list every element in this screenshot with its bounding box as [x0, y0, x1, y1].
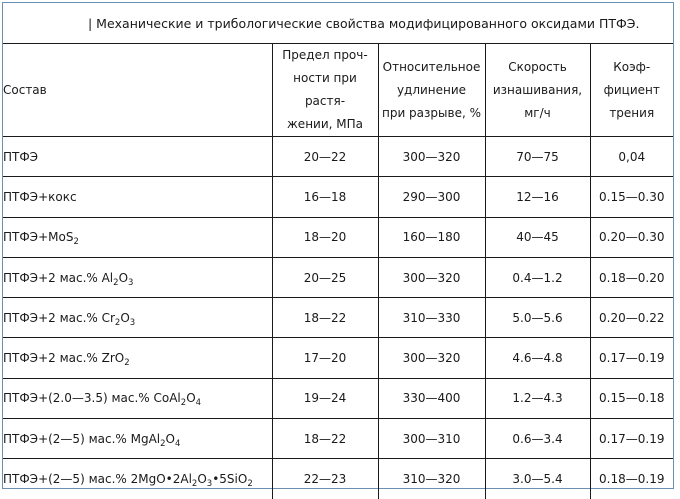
table-row [3, 137, 673, 177]
cell-friction: 0.15—0.18 [590, 378, 673, 418]
header-line: трения [609, 105, 655, 120]
header-line: жении, МПа [287, 117, 363, 131]
formula-part: ПТФЭ+2 мас.% Al [3, 270, 114, 285]
cell-composition [3, 378, 272, 418]
cell-tensile: 19—24 [272, 378, 378, 418]
header-row [3, 44, 673, 137]
cell-wear: 12—16 [485, 177, 590, 217]
cell-tensile: 18—20 [272, 217, 378, 257]
cell-elongation: 300—320 [378, 257, 485, 297]
formula-subscript: 2 [191, 479, 198, 490]
cell-elongation: 300—310 [378, 419, 485, 459]
cell-friction: 0.17—0.19 [590, 419, 673, 459]
table-row [3, 298, 673, 338]
formula-part: ПТФЭ+кокс [3, 189, 77, 204]
cell-elongation: 310—320 [378, 459, 485, 499]
cell-friction: 0.18—0.19 [590, 459, 673, 499]
formula-subscript: 4 [175, 438, 181, 449]
formula-part: O [197, 472, 207, 487]
header-line: Относительное [382, 59, 481, 74]
table-row [3, 338, 673, 378]
cell-tensile: 18—22 [272, 419, 378, 459]
cell-tensile: 20—22 [272, 137, 378, 177]
header-line: мг/ч [524, 105, 551, 120]
table-caption: | Механические и трибологические свойства модифицированного оксидами ПТФЭ. [3, 3, 673, 44]
cell-friction: 0,04 [590, 137, 673, 177]
formula-part: O [186, 391, 196, 406]
table-row [3, 459, 673, 499]
cell-elongation: 330—400 [378, 378, 485, 418]
cell-tensile: 22—23 [272, 459, 378, 499]
formula-part: ПТФЭ [3, 149, 39, 164]
header-composition: Состав [3, 44, 272, 137]
header-line: Предел проч- [282, 48, 368, 62]
formula-subscript: 3 [128, 277, 134, 288]
header-line: изнашивания, [492, 82, 583, 97]
cell-composition [3, 338, 272, 378]
table-row [3, 257, 673, 297]
cell-tensile: 16—18 [272, 177, 378, 217]
header-wear-rate [485, 44, 590, 137]
formula-part: O [120, 310, 130, 325]
formula-part: O [165, 431, 175, 446]
cell-composition [3, 257, 272, 297]
header-tensile-strength [272, 44, 378, 137]
cell-wear: 3.0—5.4 [485, 459, 590, 499]
cell-tensile: 20—25 [272, 257, 378, 297]
table-row [3, 217, 673, 257]
formula-part: ПТФЭ+2 мас.% ZrO [3, 351, 125, 366]
formula-subscript: 3 [206, 479, 213, 490]
header-line: удлинение [396, 82, 467, 97]
properties-table [3, 44, 673, 499]
cell-friction: 0.20—0.30 [590, 217, 673, 257]
cell-composition [3, 298, 272, 338]
cell-friction: 0.20—0.22 [590, 298, 673, 338]
cell-elongation: 160—180 [378, 217, 485, 257]
table-frame [2, 2, 674, 489]
cell-elongation: 310—330 [378, 298, 485, 338]
formula-part: •5SiO [212, 472, 248, 487]
formula-subscript: 4 [195, 398, 202, 409]
header-line: Коэф- [613, 59, 651, 74]
formula-part: O [118, 270, 129, 285]
cell-wear: 4.6—4.8 [485, 338, 590, 378]
cell-wear: 1.2—4.3 [485, 378, 590, 418]
cell-wear: 0.4—1.2 [485, 257, 590, 297]
formula-subscript: 2 [73, 237, 79, 248]
header-line: Скорость [508, 59, 567, 74]
cell-composition [3, 177, 272, 217]
cell-composition [3, 137, 272, 177]
header-line: ности при растя- [293, 71, 357, 108]
cell-composition [3, 217, 272, 257]
table-row [3, 177, 673, 217]
cell-wear: 5.0—5.6 [485, 298, 590, 338]
header-line: фициент [603, 82, 660, 97]
cell-composition [3, 459, 272, 499]
formula-subscript: 2 [160, 438, 166, 449]
formula-subscript: 2 [124, 358, 130, 369]
header-line: при разрыве, % [381, 105, 481, 120]
formula-subscript: 2 [247, 479, 253, 490]
cell-wear: 0.6—3.4 [485, 419, 590, 459]
cell-tensile: 17—20 [272, 338, 378, 378]
formula-part: ПТФЭ+(2.0—3.5) мас.% CoAl [3, 391, 181, 406]
cell-tensile: 18—22 [272, 298, 378, 338]
cell-elongation: 290—300 [378, 177, 485, 217]
formula-subscript: 2 [114, 317, 121, 328]
formula-subscript: 2 [180, 398, 187, 409]
cell-composition [3, 419, 272, 459]
cell-wear: 40—45 [485, 217, 590, 257]
table-row [3, 378, 673, 418]
cell-friction: 0.15—0.30 [590, 177, 673, 217]
cell-friction: 0.18—0.20 [590, 257, 673, 297]
formula-part: ПТФЭ+MoS [3, 230, 74, 245]
cell-elongation: 300—320 [378, 137, 485, 177]
formula-subscript: 2 [113, 277, 119, 288]
cell-elongation: 300—320 [378, 338, 485, 378]
header-elongation [378, 44, 485, 137]
cell-friction: 0.17—0.19 [590, 338, 673, 378]
formula-subscript: 3 [129, 317, 136, 328]
header-friction-coefficient [590, 44, 673, 137]
formula-part: ПТФЭ+2 мас.% Cr [3, 310, 115, 325]
formula-part: ПТФЭ+(2—5) мас.% MgAl [3, 431, 161, 446]
formula-part: ПТФЭ+(2—5) мас.% 2MgO•2Al [3, 472, 192, 487]
cell-wear: 70—75 [485, 137, 590, 177]
table-row [3, 419, 673, 459]
